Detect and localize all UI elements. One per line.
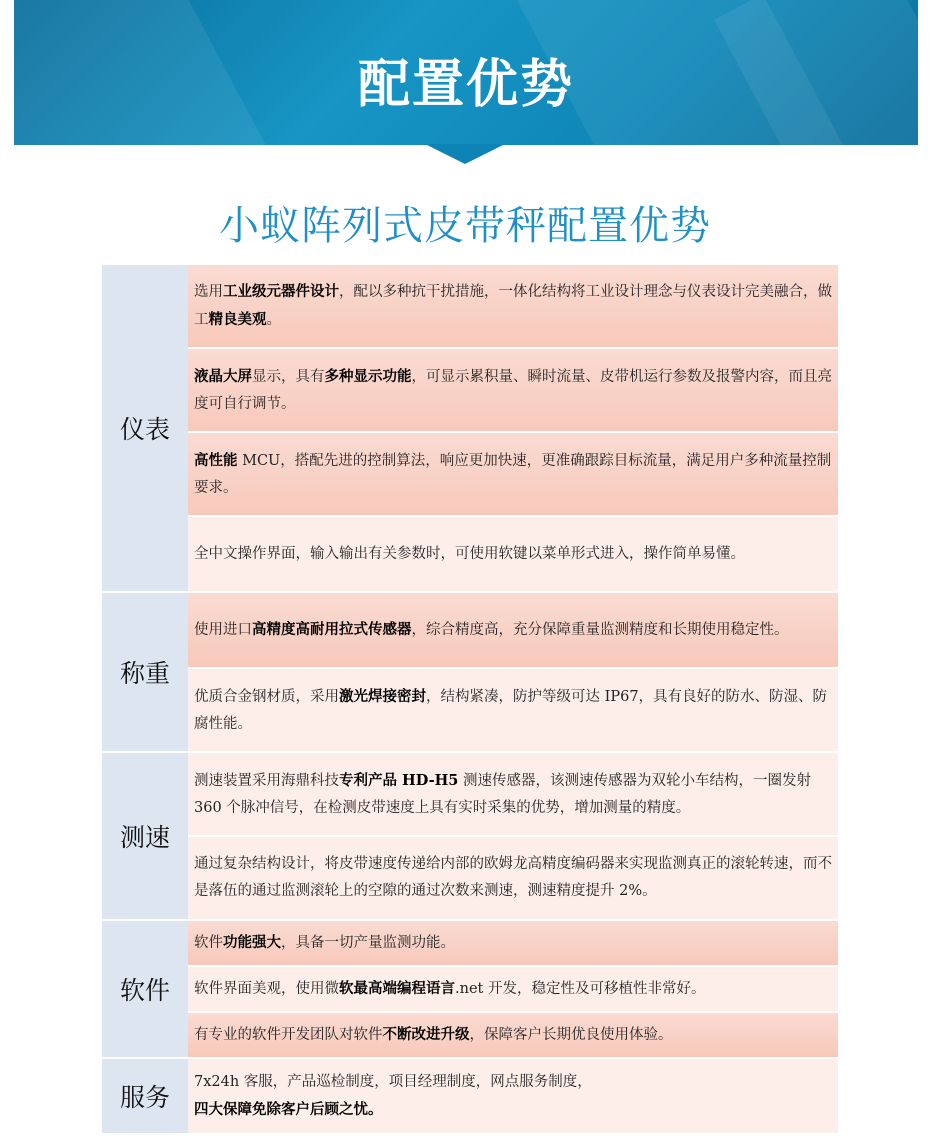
category-cell: 软件 [102, 920, 188, 1058]
table-row [102, 592, 838, 668]
feature-cell: 全中文操作界面，输入输出有关参数时，可使用软键以菜单形式进入，操作简单易懂。 [188, 516, 838, 592]
banner-notch [425, 144, 505, 164]
table-row [102, 1058, 838, 1134]
feature-cell: 软件功能强大，具备一切产量监测功能。 [188, 920, 838, 966]
category-cell: 称重 [102, 592, 188, 752]
table-row [102, 432, 838, 516]
table-row [102, 966, 838, 1012]
header-banner [14, 0, 918, 145]
feature-cell: 选用工业级元器件设计，配以多种抗干扰措施，一体化结构将工业设计理念与仪表设计完美融合，做工精良美观。 [188, 265, 838, 348]
category-cell: 测速 [102, 752, 188, 920]
category-cell: 仪表 [102, 265, 188, 592]
table-row [102, 1012, 838, 1058]
feature-cell: 液晶大屏显示，具有多种显示功能，可显示累积量、瞬时流量、皮带机运行参数及报警内容，而且亮度可自行调节。 [188, 348, 838, 432]
feature-cell: 使用进口高精度高耐用拉式传感器，综合精度高，充分保障重量监测精度和长期使用稳定性。 [188, 592, 838, 668]
table-row [102, 668, 838, 752]
table-row [102, 265, 838, 348]
feature-cell: 软件界面美观，使用微软最高端编程语言.net 开发，稳定性及可移植性非常好。 [188, 966, 838, 1012]
table-row [102, 348, 838, 432]
table-row [102, 516, 838, 592]
table-row [102, 836, 838, 920]
feature-cell: 通过复杂结构设计，将皮带速度传递给内部的欧姆龙高精度编码器来实现监测真正的滚轮转速，而不是落伍的通过监测滚轮上的空隙的通过次数来测速，测速精度提升 2%。 [188, 836, 838, 920]
feature-cell: 有专业的软件开发团队对软件不断改进升级，保障客户长期优良使用体验。 [188, 1012, 838, 1058]
config-table [102, 265, 838, 1135]
feature-cell: 优质合金钢材质，采用激光焊接密封，结构紧凑，防护等级可达 IP67，具有良好的防水、防湿、防腐性能。 [188, 668, 838, 752]
feature-cell: 7x24h 客服，产品巡检制度，项目经理制度，网点服务制度， 四大保障免除客户后顾之忧。 [188, 1058, 838, 1134]
category-cell: 服务 [102, 1058, 188, 1134]
table-row [102, 752, 838, 836]
table-row [102, 920, 838, 966]
feature-cell: 高性能 MCU，搭配先进的控制算法，响应更加快速，更准确跟踪目标流量，满足用户多种流量控制要求。 [188, 432, 838, 516]
feature-cell: 测速装置采用海鼎科技专利产品 HD-H5 测速传感器，该测速传感器为双轮小车结构，一圈发射 360 个脉冲信号，在检测皮带速度上具有实时采集的优势，增加测量的精度。 [188, 752, 838, 836]
page-title: 配置优势 [357, 55, 574, 115]
subtitle: 小蚁阵列式皮带秤配置优势 [219, 203, 711, 249]
